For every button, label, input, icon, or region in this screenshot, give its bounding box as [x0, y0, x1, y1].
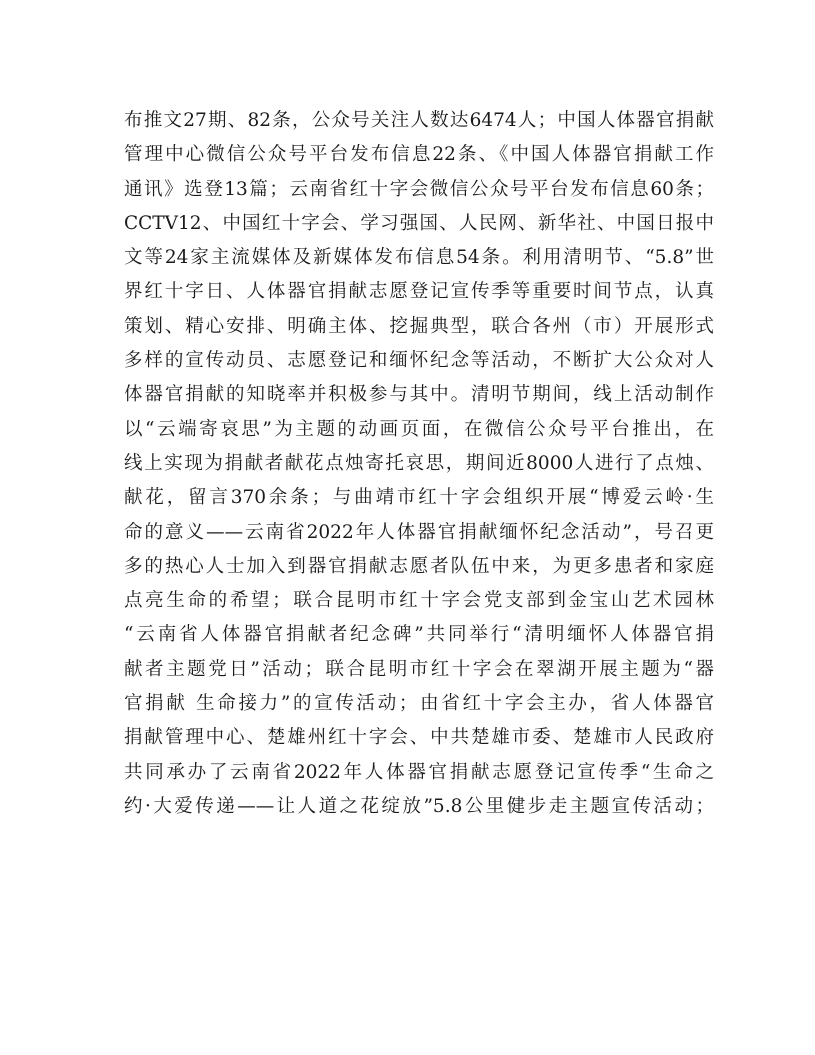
text-line: 命的意义——云南省2022年人体器官捐献缅怀纪念活动”，号召更 — [124, 521, 714, 543]
text-line: 策划、精心安排、明确主体、挖掘典型，联合各州（市）开展形式 — [124, 315, 714, 337]
text-line: 多样的宣传动员、志愿登记和缅怀纪念等活动，不断扩大公众对人 — [124, 350, 714, 372]
text-line: 布推文27期、82条，公众号关注人数达6474人；中国人体器官捐献 — [124, 110, 714, 131]
text-line: 管理中心微信公众号平台发布信息22条、《中国人体器官捐献工作 — [124, 144, 714, 166]
text-line: 多的热心人士加入到器官捐献志愿者队伍中来，为更多患者和家庭 — [124, 555, 714, 577]
text-line: CCTV12、中国红十字会、学习强国、人民网、新华社、中国日报中 — [124, 212, 714, 234]
text-line: 通讯》选登13篇；云南省红十字会微信公众号平台发布信息60条； — [124, 178, 714, 200]
text-line: 线上实现为捐献者献花点烛寄托哀思，期间近8000人进行了点烛、 — [124, 452, 714, 474]
text-line: 共同承办了云南省2022年人体器官捐献志愿登记宣传季“生命之 — [124, 761, 714, 783]
body-text — [124, 104, 714, 824]
text-line: 界红十字日、人体器官捐献志愿登记宣传季等重要时间节点，认真 — [124, 281, 714, 303]
text-line: 体器官捐献的知晓率并积极参与其中。清明节期间，线上活动制作 — [124, 384, 714, 406]
text-line: 约·大爱传递——让人道之花绽放”5.8公里健步走主题宣传活动； — [124, 795, 714, 817]
text-line: 点亮生命的希望；联合昆明市红十字会党支部到金宝山艺术园林 — [124, 590, 714, 612]
text-line: 文等24家主流媒体及新媒体发布信息54条。利用清明节、“5.8”世 — [124, 247, 714, 269]
text-line: 献花，留言370余条；与曲靖市红十字会组织开展“博爱云岭·生 — [124, 487, 714, 509]
text-line: 官捐献 生命接力”的宣传活动；由省红十字会主办，省人体器官 — [124, 693, 714, 715]
text-line: 献者主题党日”活动；联合昆明市红十字会在翠湖开展主题为“器 — [124, 658, 714, 680]
text-line: 以“云端寄哀思”为主题的动画页面，在微信公众号平台推出，在 — [124, 418, 714, 440]
text-line: 捐献管理中心、楚雄州红十字会、中共楚雄市委、楚雄市人民政府 — [124, 727, 714, 749]
text-line: “云南省人体器官捐献者纪念碑”共同举行“清明缅怀人体器官捐 — [124, 624, 714, 646]
